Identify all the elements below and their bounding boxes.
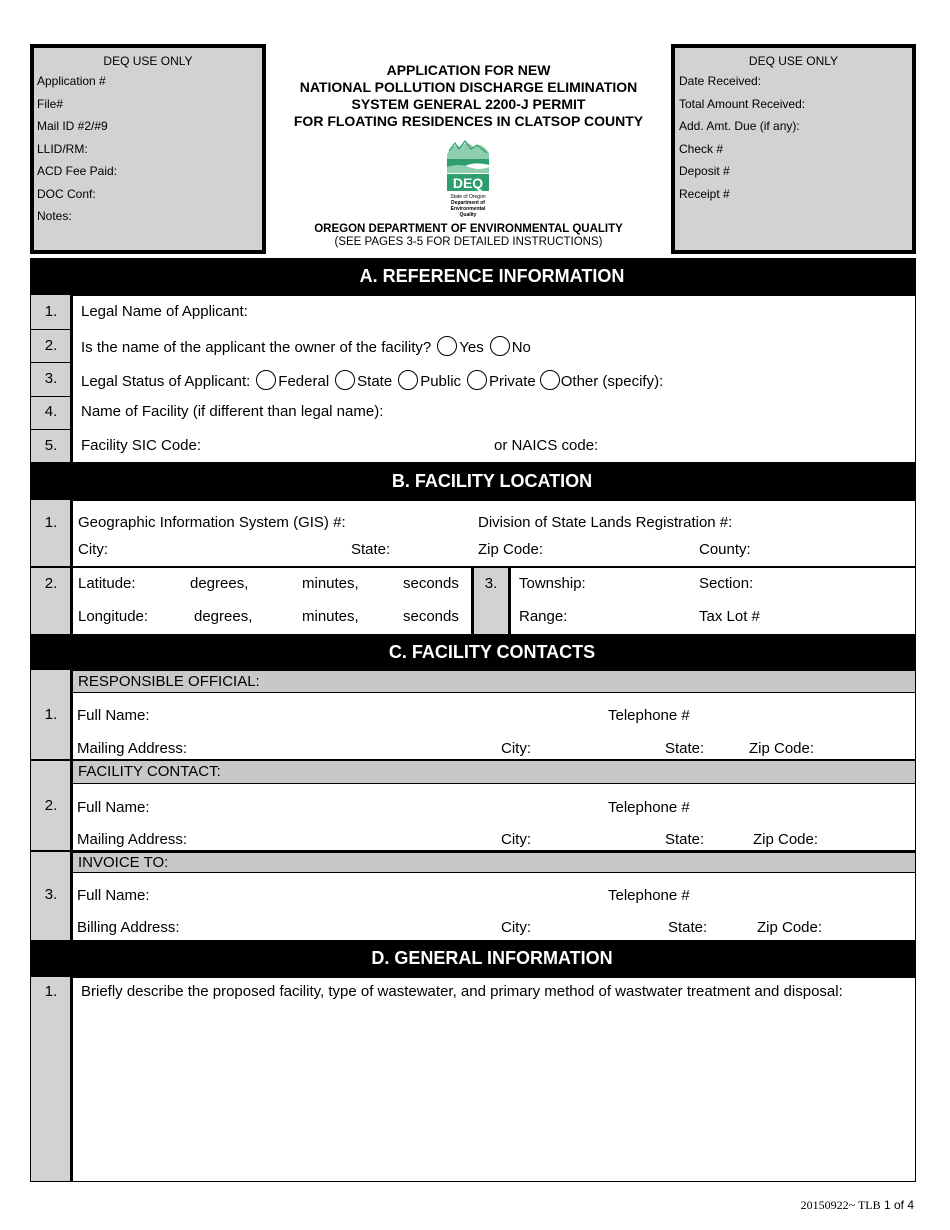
row-number: 2. [44,575,58,592]
public-radio[interactable] [398,370,418,390]
zip-label: Zip Code: [757,919,823,936]
lat-minutes-label: minutes, [302,575,359,592]
gis-label: Geographic Information System (GIS) #: [78,514,346,531]
application-number-field: Application # [37,74,106,88]
section-d-number-column [31,977,73,1181]
township-label: Township: [519,575,586,592]
deq-use-only-title: DEQ USE ONLY [748,54,839,68]
invoice-to-heading: INVOICE TO: [73,852,915,873]
mail-id-field: Mail ID #2/#9 [37,119,108,133]
acd-fee-paid-field: ACD Fee Paid: [37,164,118,178]
city-label: City: [501,740,531,757]
state-label: State: [665,831,705,848]
row-divider [31,362,73,363]
owner-question-label: Is the name of the applicant the owner of the facility? [81,339,432,356]
mailing-address-label: Mailing Address: [77,740,188,757]
lat-seconds-label: seconds [403,575,459,592]
latitude-label: Latitude: [78,575,136,592]
zip-label: Zip Code: [478,541,544,558]
logo-sub: State of Oregon [450,194,486,200]
section-d-header [30,940,916,977]
billing-address-label: Billing Address: [77,919,180,936]
row-number: 2. [44,797,58,814]
no-radio[interactable] [490,336,510,356]
section-d-title: D. GENERAL INFORMATION [371,948,613,968]
row-number: 2. [44,337,58,354]
range-label: Range: [519,608,568,625]
deq-use-only-title: DEQ USE ONLY [103,54,193,68]
section-c-frame [30,670,916,941]
responsible-official-heading: RESPONSIBLE OFFICIAL: [73,670,915,693]
state-label: State [357,373,393,390]
section-label: Section: [699,575,754,592]
row-number: 3. [44,886,58,903]
section-c-title: C. FACILITY CONTACTS [388,642,596,662]
section-b-title: B. FACILITY LOCATION [391,471,593,491]
state-label: State: [351,541,391,558]
city-label: City: [78,541,108,558]
logo-sub: Quality [459,212,477,218]
doc-conf-field: DOC Conf: [37,186,96,201]
telephone-label: Telephone # [608,799,690,816]
form-title [266,62,671,130]
deq-use-only-left [30,44,266,254]
date-received-field: Date Received: [679,74,762,88]
zip-label: Zip Code: [753,831,819,848]
telephone-label: Telephone # [608,887,690,904]
public-label: Public [420,373,462,390]
facility-contact-heading: FACILITY CONTACT: [73,760,915,784]
agency-name: OREGON DEPARTMENT OF ENVIRONMENTAL QUALITY [314,223,623,235]
no-label: No [511,339,531,356]
title-line: FOR FLOATING RESIDENCES IN CLATSOP COUNTY [293,113,644,129]
yes-radio[interactable] [437,336,457,356]
title-line: NATIONAL POLLUTION DISCHARGE ELIMINATION [299,79,638,95]
facility-description-label: Briefly describe the proposed facility, type of wastewater, and primary method of wastwater treatment and disposal: [81,983,843,1000]
row-number: 5. [44,437,58,454]
row-divider [31,329,73,330]
city-label: City: [501,919,531,936]
sic-code-label: Facility SIC Code: [81,437,202,454]
row-number: 4. [44,403,58,420]
logo-sub: Environmental [450,206,486,212]
yes-label: Yes [459,339,484,356]
longitude-label: Longitude: [78,608,149,625]
lat-degrees-label: degrees, [190,575,249,592]
lon-minutes-label: minutes, [302,608,359,625]
lon-degrees-label: degrees, [194,608,253,625]
lon-seconds-label: seconds [403,608,459,625]
zip-label: Zip Code: [749,740,815,757]
section-c-header [30,635,916,670]
owner-question [81,336,531,356]
agency-block [266,223,671,249]
logo-sub: Department of [451,200,485,206]
naics-code-label: or NAICS code: [494,437,599,454]
row-number: 1. [44,706,58,723]
tax-lot-label: Tax Lot # [699,608,760,625]
federal-label: Federal [278,373,330,390]
receipt-number-field: Receipt # [679,186,730,201]
row-number: 1. [44,514,58,531]
private-radio[interactable] [467,370,487,390]
agency-note: (SEE PAGES 3-5 FOR DETAILED INSTRUCTIONS) [334,236,603,248]
private-label: Private [489,373,536,390]
federal-radio[interactable] [256,370,276,390]
add-amount-due-field: Add. Amt. Due (if any): [679,119,800,133]
page-number: 1 of 4 [883,1198,914,1212]
title-line: SYSTEM GENERAL 2200-J PERMIT [351,96,586,112]
county-label: County: [699,541,751,558]
other-label: Other (specify): [560,373,664,390]
form-code: 20150922~ TLB [800,1198,881,1212]
llid-rm-field: LLID/RM: [37,141,88,156]
row-number: 3. [484,575,498,592]
notes-field: Notes: [37,209,72,223]
deq-use-only-right [671,44,916,254]
row-number: 1. [44,303,58,320]
facility-description-field[interactable] [76,1005,912,1177]
check-number-field: Check # [679,141,724,156]
total-amount-field: Total Amount Received: [679,96,806,111]
legal-name-label: Legal Name of Applicant: [81,303,248,320]
full-name-label: Full Name: [77,707,150,724]
section-a-title: A. REFERENCE INFORMATION [359,266,625,286]
row-divider [31,429,73,430]
legal-status-label: Legal Status of Applicant: [81,373,251,390]
deq-logo [443,137,493,221]
telephone-label: Telephone # [608,707,690,724]
row-number: 1. [44,983,58,1000]
state-radio[interactable] [335,370,355,390]
dsl-label: Division of State Lands Registration #: [478,514,733,531]
other-radio[interactable] [540,370,560,390]
state-label: State: [665,740,705,757]
file-number-field: File# [37,96,64,111]
full-name-label: Full Name: [77,887,150,904]
full-name-label: Full Name: [77,799,150,816]
section-b-header [30,463,916,500]
state-label: State: [668,919,708,936]
deposit-number-field: Deposit # [679,164,730,178]
city-label: City: [501,831,531,848]
page-footer [801,1198,914,1213]
facility-name-label: Name of Facility (if different than legal name): [81,403,384,420]
logo-text: DEQ [452,175,484,191]
title-line: APPLICATION FOR NEW [386,62,551,78]
mailing-address-label: Mailing Address: [77,831,188,848]
section-a-header [30,258,916,295]
row-number: 3. [44,370,58,387]
row-divider [31,396,73,397]
legal-status [81,370,663,390]
